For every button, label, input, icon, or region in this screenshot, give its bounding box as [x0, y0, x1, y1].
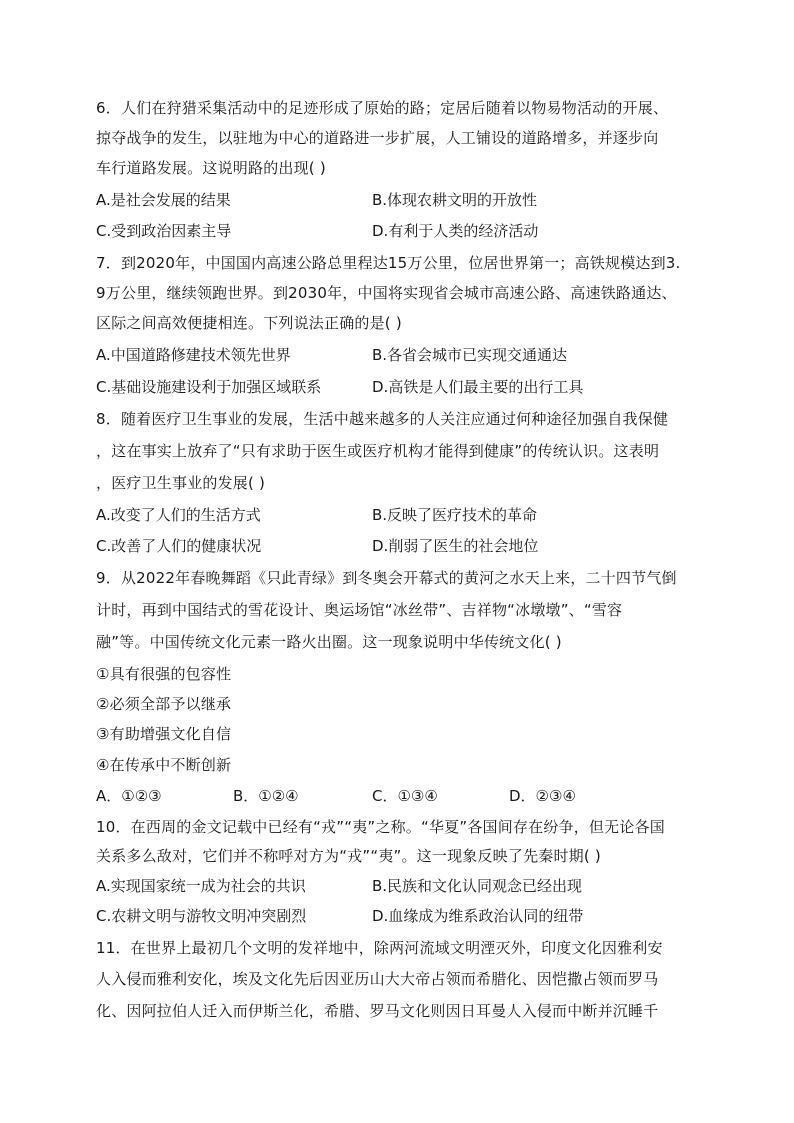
- q6-options-row-2: [96, 220, 716, 242]
- q6-line-2: 掠夺战争的发生，以驻地为中心的道路进一步扩展，人工铺设的道路增多，并逐步向: [96, 129, 659, 147]
- q8-line-3: ，医疗卫生事业的发展( ): [96, 474, 266, 492]
- q10-option-b[interactable]: B.民族和文化认同观念已经出现: [372, 877, 583, 895]
- q6-option-d[interactable]: D.有利于人类的经济活动: [372, 222, 539, 240]
- q9-line-3: 融”等。中国传统文化元素一路火出圈。这一现象说明中华传统文化( ): [96, 633, 562, 651]
- q10-options-row-2: [96, 905, 716, 927]
- q10-option-c[interactable]: C.农耕文明与游牧文明冲突剧烈: [96, 907, 307, 925]
- q8-line-1: 8．随着医疗卫生事业的发展，生活中越来越多的人关注应通过何种途径加强自我保健: [96, 410, 669, 428]
- q10-option-a[interactable]: A.实现国家统一成为社会的共识: [96, 877, 306, 895]
- q9-item-1: ①具有很强的包容性: [96, 665, 232, 683]
- q7-line-2: 9万公里，继续领跑世界。到2030年，中国将实现省会城市高速公路、高速铁路通达、: [96, 284, 677, 302]
- q9-option-a[interactable]: A．①②③: [96, 787, 162, 805]
- q8-option-c[interactable]: C.改善了人们的健康状况: [96, 537, 262, 555]
- q11-line-3: 化、因阿拉伯人迁入而伊斯兰化，希腊、罗马文化则因日耳曼人入侵而中断并沉睡千: [96, 1002, 659, 1020]
- q8-option-b[interactable]: B.反映了医疗技术的革命: [372, 506, 538, 524]
- q10-line-1: 10．在西周的金文记载中已经有“戎”“夷”之称。“华夏”各国间存在纷争，但无论各国: [96, 818, 665, 836]
- q7-line-1: 7．到2020年，中国国内高速公路总里程达15万公里，位居世界第一；高铁规模达到3.: [96, 254, 681, 272]
- q8-options-row-2: [96, 535, 716, 557]
- q6-option-a[interactable]: A.是社会发展的结果: [96, 191, 231, 209]
- q7-option-c[interactable]: C.基础设施建设利于加强区域联系: [96, 378, 322, 396]
- q9-item-4: ④在传承中不断创新: [96, 756, 232, 774]
- q6-option-c[interactable]: C.受到政治因素主导: [96, 222, 232, 240]
- q7-options-row-1: [96, 344, 716, 366]
- q9-options-row: [96, 785, 716, 807]
- q10-line-2: 关系多么敌对，它们并不称呼对方为“戎”“夷”。这一现象反映了先秦时期( ): [96, 847, 601, 865]
- q9-line-1: 9．从2022年春晚舞蹈《只此青绿》到冬奥会开幕式的黄河之水天上来，二十四节气倒: [96, 569, 677, 587]
- q8-option-a[interactable]: A.改变了人们的生活方式: [96, 506, 261, 524]
- q8-options-row-1: [96, 504, 716, 526]
- q9-option-c[interactable]: C．①③④: [372, 787, 438, 805]
- q6-line-1: 6．人们在狩猎采集活动中的足迹形成了原始的路；定居后随着以物易物活动的开展、: [96, 99, 669, 117]
- q6-options-row-1: [96, 189, 716, 211]
- q9-option-b[interactable]: B．①②④: [233, 787, 299, 805]
- q7-option-d[interactable]: D.高铁是人们最主要的出行工具: [372, 378, 584, 396]
- q10-option-d[interactable]: D.血缘成为维系政治认同的纽带: [372, 907, 584, 925]
- q7-line-3: 区际之间高效便捷相连。下列说法正确的是( ): [96, 314, 402, 332]
- q6-option-b[interactable]: B.体现农耕文明的开放性: [372, 191, 538, 209]
- q8-line-2: ，这在事实上放弃了“只有求助于医生或医疗机构才能得到健康”的传统认识。这表明: [96, 442, 660, 460]
- q9-line-2: 计时，再到中国结式的雪花设计、奥运场馆“冰丝带”、吉祥物“冰墩墩”、“雪容: [96, 601, 623, 619]
- q9-option-d[interactable]: D．②③④: [509, 787, 576, 805]
- q10-options-row-1: [96, 875, 716, 897]
- q7-option-b[interactable]: B.各省会城市已实现交通通达: [372, 346, 568, 364]
- q11-line-1: 11．在世界上最初几个文明的发祥地中，除两河流域文明湮灭外，印度文化因雅利安: [96, 939, 663, 957]
- q7-option-a[interactable]: A.中国道路修建技术领先世界: [96, 346, 291, 364]
- q7-options-row-2: [96, 376, 716, 398]
- q6-line-3: 车行道路发展。这说明路的出现( ): [96, 159, 326, 177]
- q11-line-2: 人入侵而雅利安化，埃及文化先后因亚历山大大帝占领而希腊化、因恺撒占领而罗马: [96, 970, 659, 988]
- q9-item-3: ③有助增强文化自信: [96, 725, 232, 743]
- q9-item-2: ②必须全部予以继承: [96, 695, 232, 713]
- q8-option-d[interactable]: D.削弱了医生的社会地位: [372, 537, 539, 555]
